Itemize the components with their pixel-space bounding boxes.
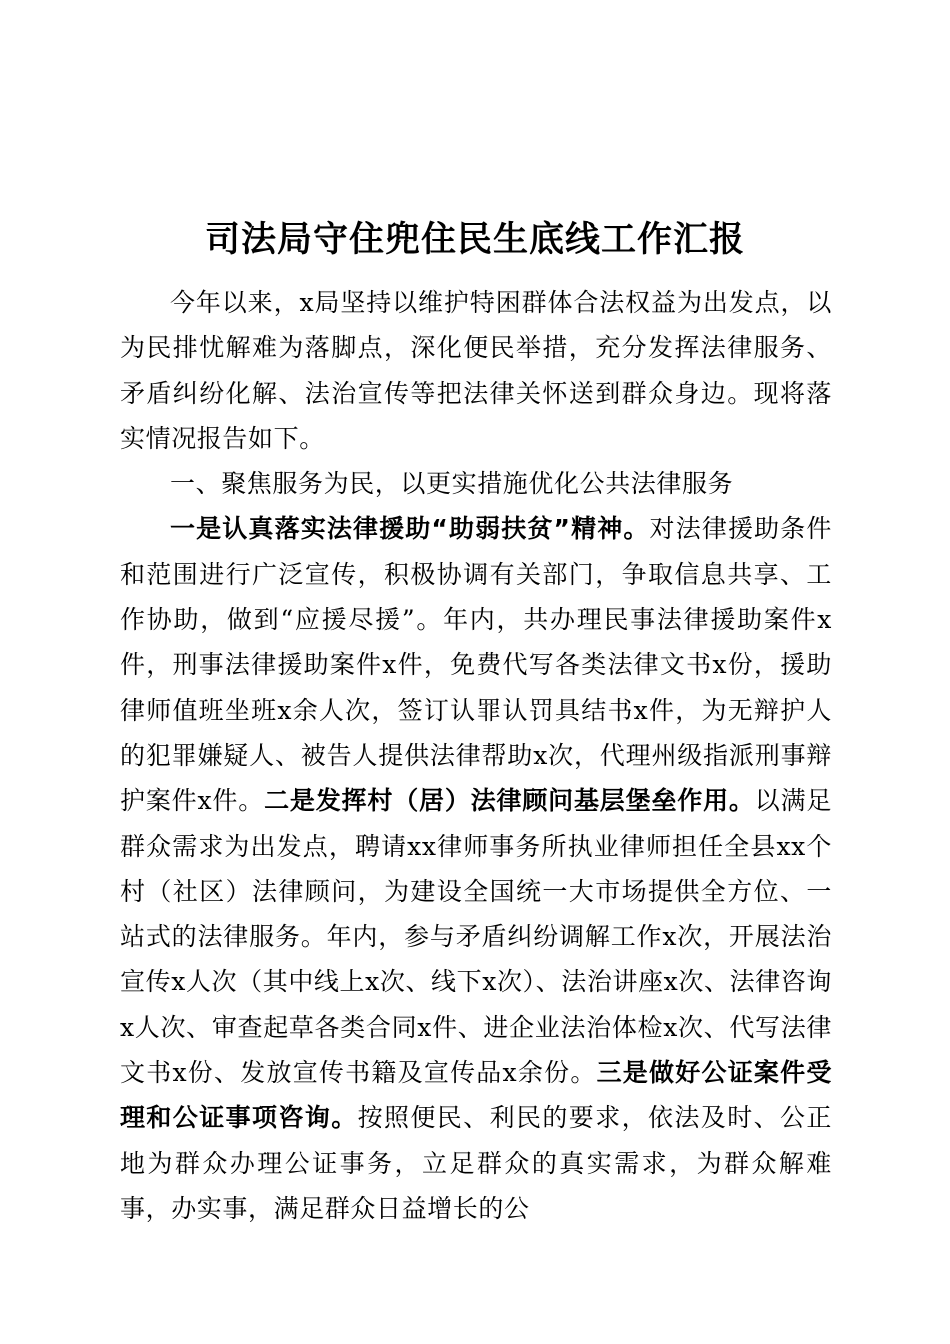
point1-text: 对法律援助条件和范围进行广泛宣传，积极协调有关部门，争取信息共享、工作协助，做到“应援尽援”。年内，共办理民事法律援助案件x件，刑事法律援助案件x件，免费代写各类法律文书x份，援助律师值班坐班x余人次，签订认罪认罚具结书x件，为无辩护人的犯罪嫌疑人、被告人提供法律帮助x次，代理州级指派刑事辩护案件x件。 [120, 514, 832, 816]
point2-title: 二是发挥村（居）法律顾问基层堡垒作用。 [264, 786, 755, 816]
point3-text: 按照便民、利民的要求，依法及时、公正地为群众办理公证事务，立足群众的真实需求，为群众解难事，办实事，满足群众日益增长的公 [120, 1103, 832, 1223]
section-paragraph [120, 506, 832, 1231]
point3-title: 三是做好公证案件受理和公证事项咨询。 [120, 1058, 832, 1133]
intro-paragraph: 今年以来，x局坚持以维护特困群体合法权益为出发点，以为民排忧解难为落脚点，深化便民举措，充分发挥法律服务、矛盾纠纷化解、法治宣传等把法律关怀送到群众身边。现将落实情况报告如下。 [120, 288, 832, 453]
section-heading: 一、聚焦服务为民，以更实措施优化公共法律服务 [170, 469, 734, 499]
document-body [120, 280, 832, 1231]
point1-title: 一是认真落实法律援助“助弱扶贫”精神。 [170, 514, 650, 544]
point2-text: 以满足群众需求为出发点，聘请xx律师事务所执业律师担任全县xx个村（社区）法律顾问，为建设全国统一大市场提供全方位、一站式的法律服务。年内，参与矛盾纠纷调解工作x次，开展法治宣传x人次（其中线上x次、线下x次）、法治讲座x次、法律咨询x人次、审查起草各类合同x件、进企业法治体检x次、代写法律文书x份、发放宣传书籍及宣传品x余份。 [120, 786, 833, 1088]
document-title: 司法局守住兜住民生底线工作汇报 [204, 220, 745, 260]
